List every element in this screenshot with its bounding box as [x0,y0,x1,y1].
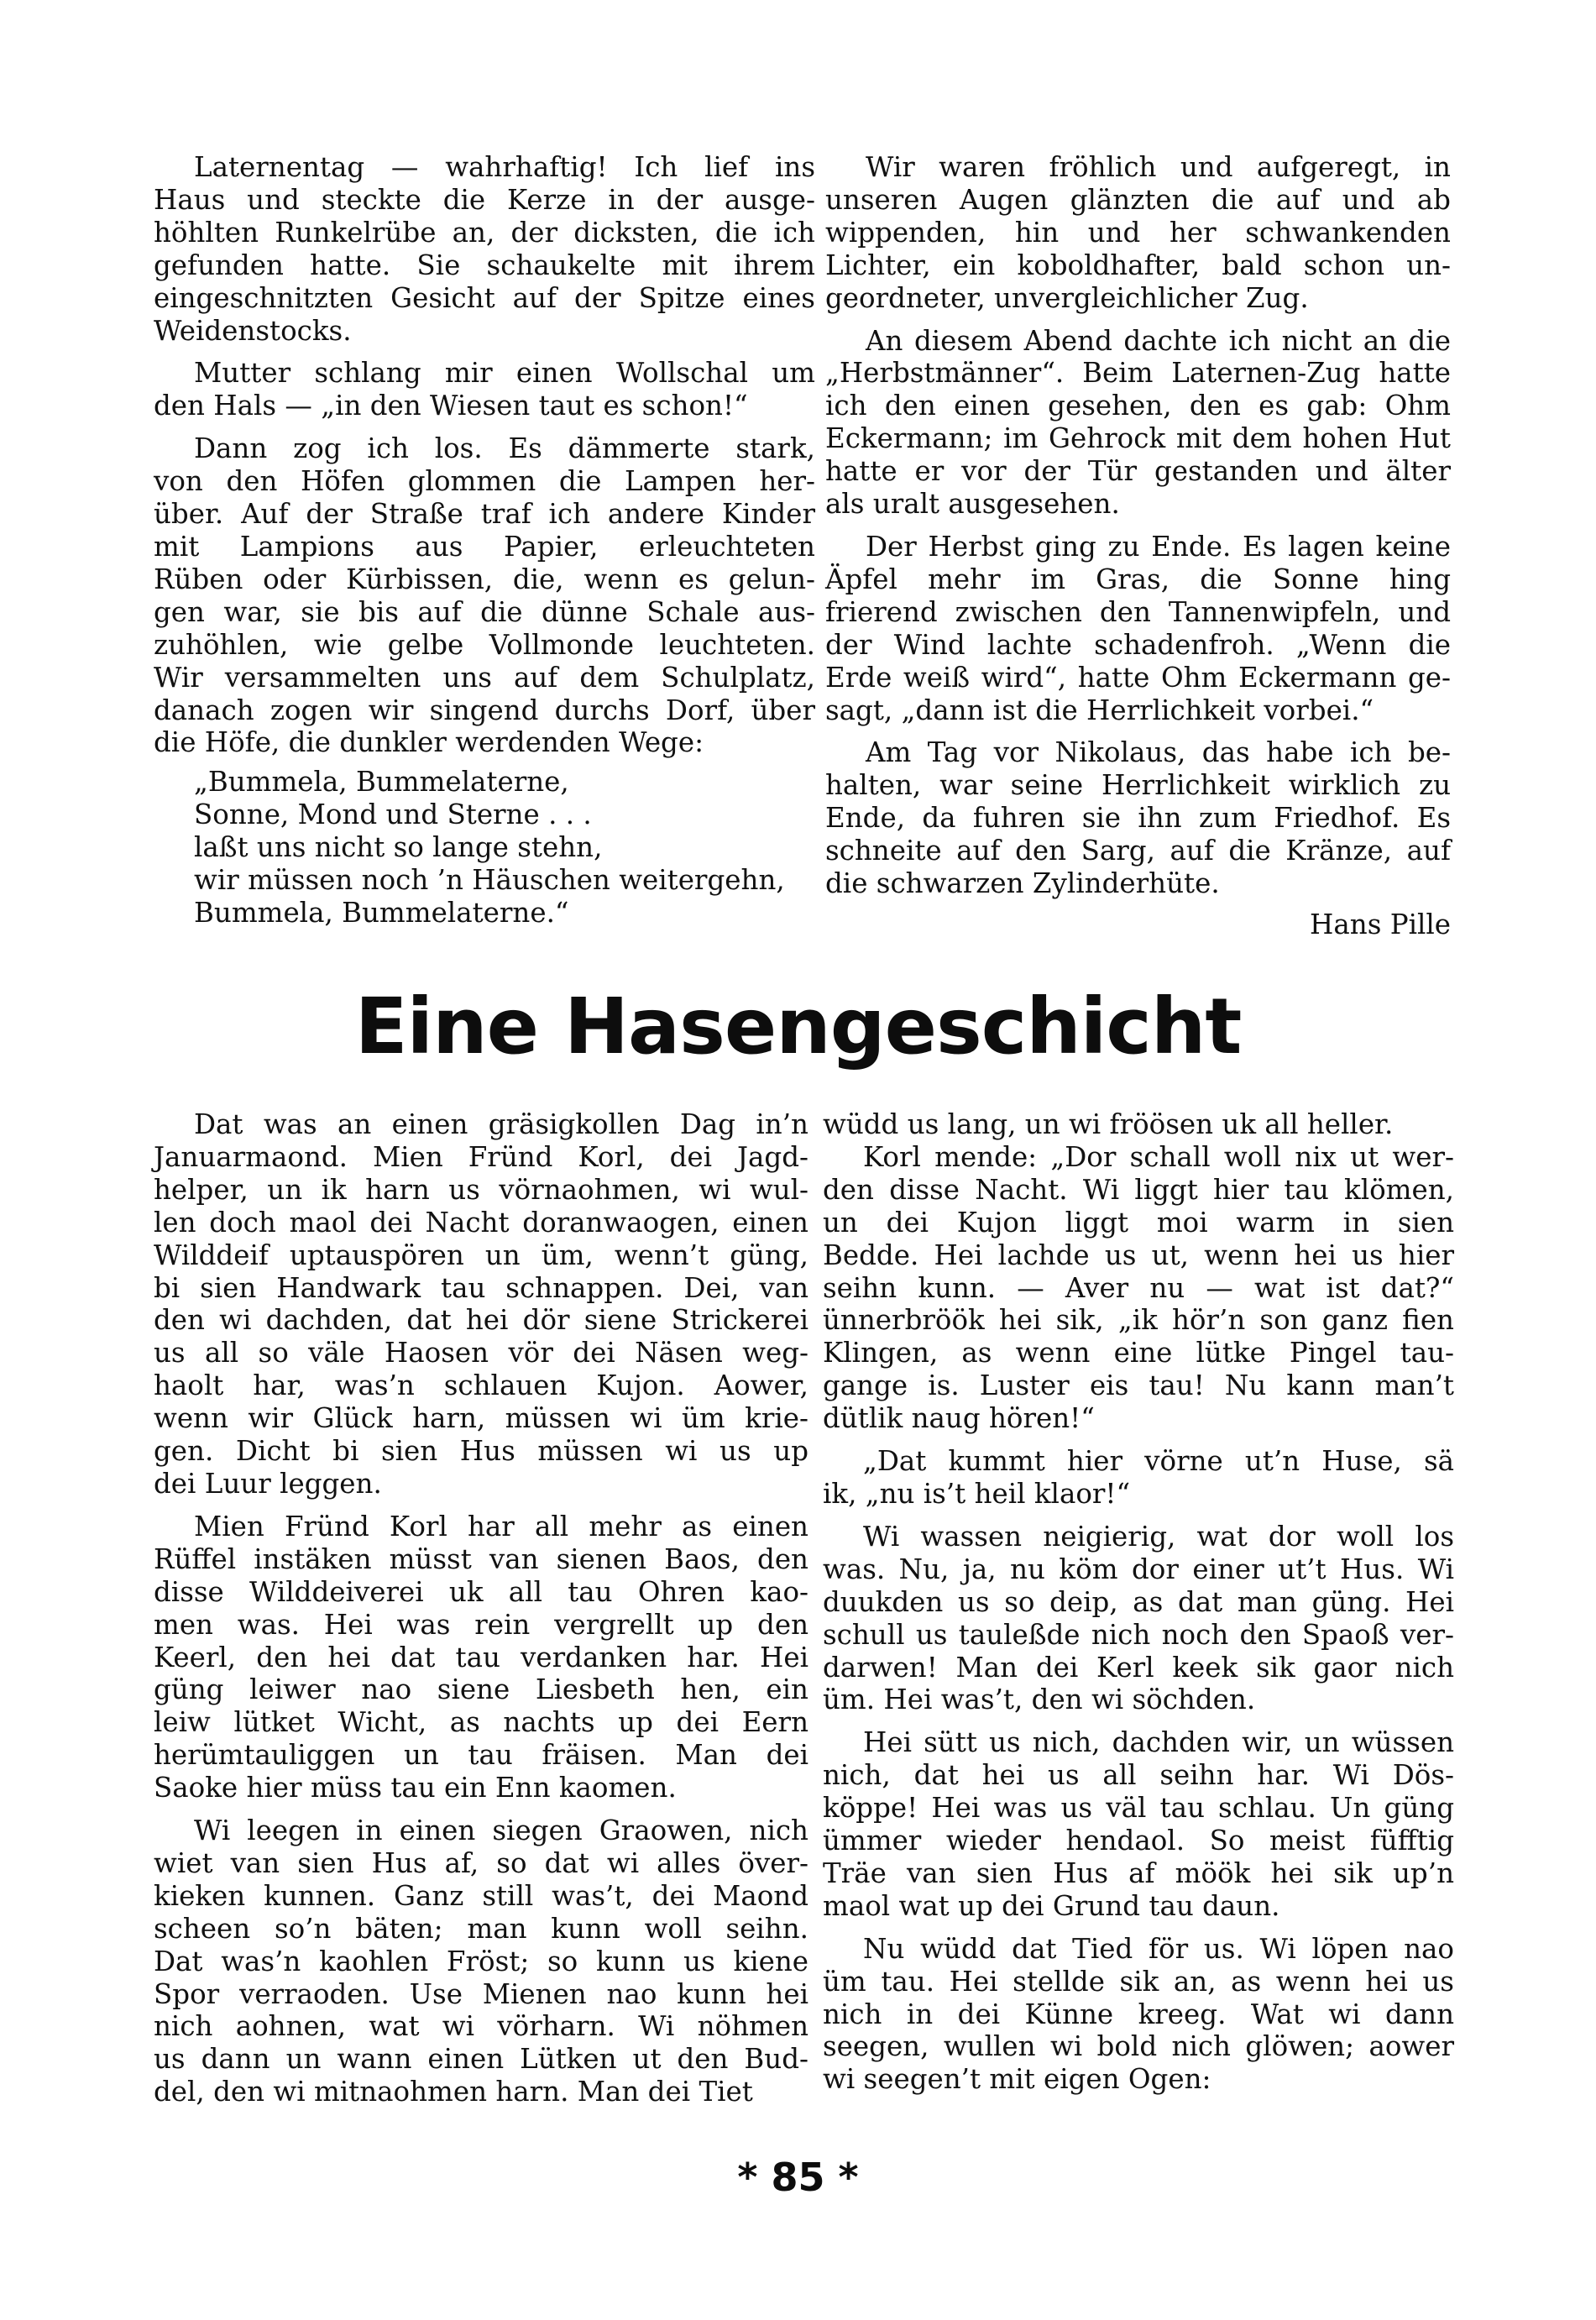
poem-stanza [154,766,815,930]
story-column-top-right [825,151,1451,941]
text-line: Äpfel mehr im Gras, die Sonne hing [825,563,1451,595]
text-line: Haus und steckte die Kerze in der ausge- [154,183,815,216]
text-line: Wir waren fröhlich und aufgeregt, in [866,151,1451,183]
paragraph [154,357,815,422]
paragraph [823,1445,1454,1511]
text-line: dütlik naug hören!“ [823,1402,1095,1435]
paragraph [823,1141,1454,1435]
text-line: den Hals — „in den Wiesen taut es schon!“ [154,390,748,422]
paragraph [154,151,815,347]
paragraph [823,1726,1454,1922]
text-line: nich, dat hei us all seihn har. Wi Dös- [823,1759,1454,1792]
text-line: mit Lampions aus Papier, erleuchteten [154,530,815,563]
text-line: wippenden, hin und her schwankenden [825,216,1451,249]
text-line: nich aohnen, wat wi vörharn. Wi nöhmen [154,2010,808,2043]
paragraph [823,1108,1454,1141]
text-line: Träe van sien Hus af möök hei sik up’n [823,1857,1454,1889]
text-line: wi seegen’t mit eigen Ogen: [823,2063,1211,2096]
text-line: güng leiwer nao siene Liesbeth hen, ein [154,1673,808,1706]
text-line: Rüffel instäken müsst van sienen Baos, den [154,1542,808,1575]
text-line: ik, „nu is’t heil klaor!“ [823,1477,1131,1510]
text-line: darwen! Man dei Kerl keek sik gaor nich [823,1651,1454,1684]
text-line: schneite auf den Sarg, auf die Kränze, auf [825,835,1451,867]
text-line: Nu wüdd dat Tied för us. Wi löpen nao [863,1932,1454,1965]
text-line: als uralt ausgesehen. [825,488,1120,521]
text-line: ümmer wieder hendaol. So meist füfftig [823,1825,1454,1857]
text-line: über. Auf der Straße traf ich andere Kinder [154,498,815,531]
text-line: Januarmaond. Mien Fründ Korl, dei Jagd- [154,1140,808,1173]
text-line: Hei sütt us nich, dachden wir, un wüssen [863,1726,1454,1759]
text-line: höhlten Runkelrübe an, der dicksten, die ich [154,216,815,249]
text-line: gen war, sie bis auf die dünne Schale aus- [154,595,815,628]
poem-line: Bummela, Bummelaterne.“ [194,896,569,929]
poem-line: laßt uns nicht so lange stehn, [194,831,603,864]
story-column-bottom-right [823,1108,1454,2096]
text-line: geordneter, unvergleichlicher Zug. [825,281,1309,314]
text-line: wüdd us lang, un wi fröösen uk all heller. [823,1108,1394,1140]
text-line: Eckermann; im Gehrock mit dem hohen Hut [825,422,1451,455]
paragraph [154,1511,808,1804]
paragraph [823,1933,1454,2097]
text-line: haolt har, was’n schlauen Kujon. Aower, [154,1369,808,1402]
text-line: duukden us so deip, as dat man güng. Hei [823,1585,1454,1618]
text-line: danach zogen wir singend durchs Dorf, über [154,694,815,726]
text-line: „Herbstmänner“. Beim Laternen-Zug hatte [825,357,1451,390]
text-line: Dat was’n kaohlen Fröst; so kunn us kiene [154,1945,808,1977]
text-line: hatte er vor der Tür gestanden und älter [825,455,1451,488]
text-line: ich den einen gesehen, den es gab: Ohm [825,390,1451,422]
text-line: nich in dei Künne kreeg. Wat wi dann [823,1998,1454,2030]
text-line: Korl mende: „Dor schall woll nix ut wer- [863,1140,1454,1173]
text-line: leiw lütket Wicht, as nachts up dei Eern [154,1706,808,1739]
story-title: Eine Hasengeschicht [354,982,1242,1071]
text-line: Wi wassen neigierig, wat dor woll los [863,1520,1454,1553]
text-line: Wir versammelten uns auf dem Schulplatz, [154,661,815,694]
text-line: Mien Fründ Korl har all mehr as einen [194,1510,808,1542]
poem-line: Sonne, Mond und Sterne . . . [194,799,592,831]
text-line: der Wind lachte schadenfroh. „Wenn die [825,628,1451,661]
text-line: len doch maol dei Nacht doranwaogen, einen [154,1206,808,1239]
text-line: den wi dachden, dat hei dör siene Strickerei [154,1304,808,1337]
text-line: kieken kunnen. Ganz still was’t, dei Maond [154,1879,808,1912]
text-line: gefunden hatte. Sie schaukelte mit ihrem [154,249,815,281]
text-line: frierend zwischen den Tannenwipfeln, und [825,595,1451,628]
text-line: dei Luur leggen. [154,1467,382,1500]
text-line: Keerl, den hei dat tau verdanken har. Hei [154,1641,808,1673]
text-line: herümtauliggen un tau fräisen. Man dei [154,1739,808,1772]
paragraph [825,531,1451,726]
poem-line: „Bummela, Bummelaterne, [194,766,569,799]
text-line: wenn wir Glück harn, müssen wi üm krie- [154,1402,808,1435]
story-column-top-left [154,151,815,930]
page-number: * 85 * [737,2155,859,2200]
text-line: die Höfe, die dunkler werdenden Wege: [154,726,704,759]
text-line: Klingen, as wenn eine lütke Pingel tau- [823,1337,1454,1369]
text-line: Bedde. Hei lachde us ut, wenn hei us hier [823,1239,1454,1271]
text-line: was. Nu, ja, nu köm dor einer ut’t Hus. Wi [823,1553,1454,1585]
text-line: men was. Hei was rein vergrellt up den [154,1608,808,1641]
paragraph [825,736,1451,900]
text-line: den disse Nacht. Wi liggt hier tau klömen, [823,1173,1454,1206]
text-line: us dann un wann einen Lütken ut den Bud- [154,2043,808,2076]
text-line: die schwarzen Zylinderhüte. [825,867,1220,900]
text-line: Erde weiß wird“, hatte Ohm Eckermann ge- [825,661,1451,694]
text-line: Mutter schlang mir einen Wollschal um [194,357,815,390]
text-line: scheen so’n bäten; man kunn woll seihn. [154,1912,808,1945]
text-line: sagt, „dann ist die Herrlichkeit vorbei.“ [825,694,1374,726]
text-line: Wi leegen in einen siegen Graowen, nich [194,1815,808,1847]
text-line: „Dat kummt hier vörne ut’n Huse, sä [863,1445,1454,1478]
text-line: schull us tauleßde nich noch den Spaoß ver- [823,1618,1454,1651]
text-line: unseren Augen glänzten die auf und ab [825,183,1451,216]
text-line: köppe! Hei was us väl tau schlau. Un güng [823,1792,1454,1825]
text-line: von den Höfen glommen die Lampen her- [154,465,815,498]
text-line: Lichter, ein koboldhafter, bald schon un- [825,249,1451,281]
text-line: Rüben oder Kürbissen, die, wenn es gelun- [154,563,815,595]
text-line: Dat was an einen gräsigkollen Dag in’n [194,1108,808,1140]
text-line: disse Wilddeiverei uk all tau Ohren kao- [154,1575,808,1608]
poem-line: wir müssen noch ’n Häuschen weitergehn, [194,864,785,897]
text-line: gange is. Luster eis tau! Nu kann man’t [823,1369,1454,1402]
text-line: zuhöhlen, wie gelbe Vollmonde leuchteten. [154,628,815,661]
text-line: Am Tag vor Nikolaus, das habe ich be- [866,736,1451,769]
text-line: ünnerbröök hei sik, „ik hör’n son ganz fien [823,1304,1454,1337]
text-line: Wilddeif uptauspören un üm, wenn’t güng, [154,1239,808,1271]
text-line: Weidenstocks. [154,314,352,347]
paragraph [154,1815,808,2108]
text-line: wiet van sien Hus af, so dat wi alles över- [154,1846,808,1879]
text-line: üm tau. Hei stellde sik an, as wenn hei us [823,1965,1454,1998]
text-line: bi sien Handwark tau schnappen. Dei, van [154,1271,808,1304]
paragraph [154,432,815,759]
text-line: Spor verraoden. Use Mienen nao kunn hei [154,1977,808,2010]
text-line: seegen, wullen wi bold nich glöwen; aower [823,2030,1454,2063]
text-line: eingeschnitzten Gesicht auf der Spitze eines [154,281,815,314]
paragraph [154,1108,808,1500]
text-line: gen. Dicht bi sien Hus müssen wi us up [154,1435,808,1468]
paragraph [823,1521,1454,1716]
text-line: üm. Hei was’t, den wi söchden. [823,1684,1256,1716]
paragraph [825,325,1451,521]
text-line: An diesem Abend dachte ich nicht an die [866,324,1451,357]
text-line: del, den wi mitnaohmen harn. Man dei Tiet [154,2076,753,2108]
paragraph [825,151,1451,315]
story-column-bottom-left [154,1108,808,2108]
text-line: Ende, da fuhren sie ihn zum Friedhof. Es [825,802,1451,835]
text-line: Dann zog ich los. Es dämmerte stark, [194,432,815,465]
text-line: Der Herbst ging zu Ende. Es lagen keine [866,530,1451,563]
text-line: halten, war seine Herrlichkeit wirklich zu [825,769,1451,802]
text-line: us all so väle Haosen vör dei Näsen weg- [154,1337,808,1369]
text-line: maol wat up dei Grund tau daun. [823,1889,1280,1922]
text-line: helper, un ik harn us vörnaohmen, wi wul- [154,1173,808,1206]
text-line: Saoke hier müss tau ein Enn kaomen. [154,1772,677,1804]
text-line: un dei Kujon liggt moi warm in sien [823,1206,1454,1239]
author-name: Hans Pille [1310,908,1451,940]
text-line: seihn kunn. — Aver nu — wat ist dat?“ [823,1271,1454,1304]
text-line: Laternentag — wahrhaftig! Ich lief ins [194,151,815,183]
